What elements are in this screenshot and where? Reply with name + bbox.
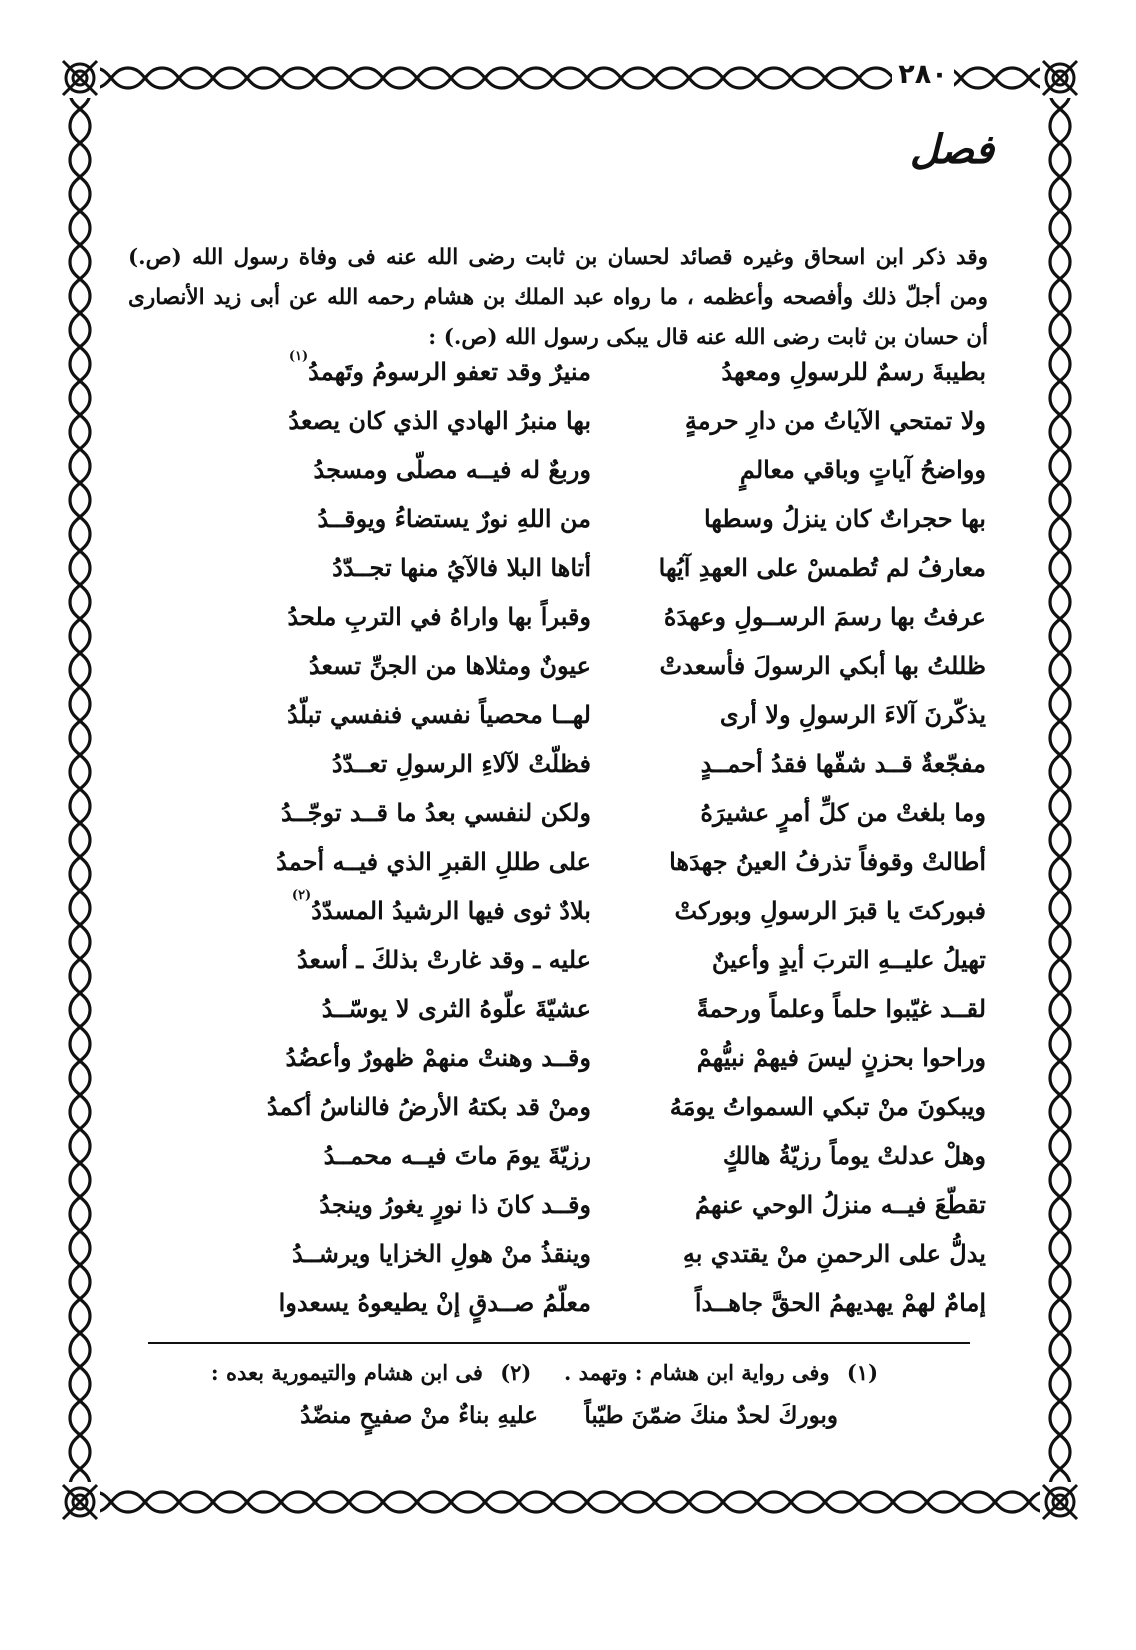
hemistich-second [196, 448, 591, 492]
hemistich-second: عليهِ بناءٌ منْ صفيحٍ منضّدُ [300, 1402, 538, 1429]
hemistich-text: عيونٌ ومثلاها من الجنِّ تسعدُ [308, 651, 591, 680]
hemistich-second [196, 938, 591, 982]
verse-line [196, 1281, 986, 1329]
hemistich-second [196, 791, 591, 835]
verse-line [196, 595, 986, 643]
verse-line [196, 742, 986, 790]
footnote-marker: (١) [288, 349, 309, 364]
page-content [108, 100, 1028, 1472]
footnote-verse [278, 1394, 838, 1438]
verse-line [196, 840, 986, 888]
hemistich-second [196, 889, 591, 933]
verse-line [196, 448, 986, 496]
hemistich-first: ويبكونَ منْ تبكي السمواتُ يومَهُ [669, 1092, 986, 1121]
hemistich-first: ولا تمتحي الآياتُ من دارِ حرمةٍ [684, 406, 986, 435]
hemistich-second [196, 1183, 591, 1227]
border-corner-ornament [57, 55, 103, 101]
hemistich-second [196, 1085, 591, 1129]
hemistich-text: على طللِ القبرِ الذي فيــه أحمدُ [276, 847, 591, 876]
hemistich-text: منيرٌ وقد تعفو الرسومُ وتَهمدُ [308, 357, 591, 386]
hemistich-text: بها منبرُ الهادي الذي كان يصعدُ [288, 406, 591, 435]
hemistich-second [196, 1134, 591, 1178]
verse-line [196, 1085, 986, 1133]
hemistich-second [196, 399, 591, 443]
border-right [1040, 58, 1080, 1522]
hemistich-text: لهــا محصياً نفسي فنفسي تبلّدُ [287, 700, 591, 729]
hemistich-text: وقبراً بها واراهُ في التربِ ملحدُ [287, 602, 591, 631]
verse-line [196, 1183, 986, 1231]
intro-paragraph: وقد ذكر ابن اسحاق وغيره قصائد لحسان بن ثابت رضى الله عنه فى وفاة رسول الله (ص.) ومن أجلّ ذلك وأفصحه وأعظمه ، ما رواه عبد الملك بن هشام رحمه الله عن أبى زيد الأنصارى أن حسان بن ثابت رضى الله عنه قال يبكى رسول الله (ص.) : [128, 244, 988, 350]
hemistich-first: عرفتُ بها رسمَ الرســولِ وعهدَهُ [663, 602, 986, 631]
border-corner-ornament [1037, 1479, 1083, 1525]
footnote-line [211, 1356, 878, 1390]
hemistich-text: أتاها البلا فالآيُ منها تجــدّدُ [332, 553, 591, 582]
hemistich-text: وينقذُ منْ هولِ الخزايا ويرشــدُ [292, 1239, 591, 1268]
hemistich-text: وقــد كانَ ذا نورٍ يغورُ وينجدُ [319, 1190, 591, 1219]
verse-line [196, 350, 986, 398]
footnote-text: وفى رواية ابن هشام : وتهمد . [563, 1360, 830, 1385]
hemistich-text: فظلّتْ لآلاءِ الرسولِ تعــدّدُ [331, 749, 591, 778]
footnote-text: فى ابن هشام والتيمورية بعده : [210, 1360, 483, 1385]
verse-line [196, 791, 986, 839]
hemistich-first: وراحوا بحزنٍ ليسَ فيهمْ نبيُّهمْ [696, 1043, 986, 1072]
hemistich-first: بها حجراتٌ كان ينزلُ وسطها [703, 504, 986, 533]
hemistich-second [196, 1281, 591, 1325]
hemistich-first: مفجّعةٌ قــد شفّها فقدُ أحمــدٍ [700, 749, 986, 778]
hemistich-second [196, 742, 591, 786]
hemistich-text: وربعٌ له فيــه مصلّى ومسجدُ [313, 455, 591, 484]
verse-line [196, 497, 986, 545]
hemistich-first: لقــد غيّبوا حلماً وعلماً ورحمةً [696, 994, 986, 1023]
footnote-number: (١) [846, 1360, 878, 1385]
hemistich-first: إمامٌ لهمْ يهديهمُ الحقَّ جاهــداً [694, 1288, 986, 1317]
section-heading: فصل [909, 126, 994, 173]
footnote-number: (٢) [500, 1360, 532, 1385]
hemistich-second [196, 350, 591, 394]
hemistich-second [196, 497, 591, 541]
hemistich-text: من اللهِ نورٌ يستضاءُ ويوقــدُ [317, 504, 591, 533]
hemistich-first: يذكّرنَ آلاءَ الرسولِ ولا أرى [719, 700, 986, 729]
hemistich-text: وقــد وهنتْ منهمْ ظهورٌ وأعضُدُ [285, 1043, 591, 1072]
hemistich-text: ومنْ قد بكتهُ الأرضُ فالناسُ أكمدُ [266, 1092, 591, 1121]
hemistich-first: وهلْ عدلتْ يوماً رزيّةُ هالكٍ [722, 1141, 986, 1170]
verse-line [196, 644, 986, 692]
hemistich-second [196, 644, 591, 688]
hemistich-first: أطالتْ وقوفاً تذرفُ العينُ جهدَها [669, 847, 986, 876]
verse-line [196, 1232, 986, 1280]
border-corner-ornament [1037, 55, 1083, 101]
hemistich-second [196, 546, 591, 590]
verse-line [196, 693, 986, 741]
hemistich-text: معلّمُ صــدقٍ إنْ يطيعوهُ يسعدوا [278, 1288, 591, 1317]
verse-line [196, 1134, 986, 1182]
verse-line [196, 546, 986, 594]
verse-line [196, 1036, 986, 1084]
hemistich-second [196, 987, 591, 1031]
page-number: ٢٨٠ [892, 60, 954, 90]
hemistich-first: يدلُّ على الرحمنِ منْ يقتدي بهِ [682, 1239, 986, 1268]
hemistich-text: عشيّةَ علّوهُ الثرى لا يوسّــدُ [321, 994, 591, 1023]
hemistich-text: رزيّةَ يومَ ماتَ فيــه محمــدُ [323, 1141, 591, 1170]
hemistich-second [196, 693, 591, 737]
hemistich-second [196, 595, 591, 639]
hemistich-first: معارفُ لم تُطمسْ على العهدِ آيُها [658, 553, 986, 582]
hemistich-second [196, 1036, 591, 1080]
hemistich-second [196, 840, 591, 884]
hemistich-first: تقطّعَ فيــه منزلُ الوحي عنهمُ [695, 1190, 986, 1219]
hemistich-text: بلادٌ ثوى فيها الرشيدُ المسدّدُ [311, 896, 591, 925]
hemistich-first: فبوركتَ يا قبرَ الرسولِ وبوركتْ [674, 896, 986, 925]
verse-line [196, 399, 986, 447]
hemistich-text: عليه ـ وقد غارتْ بذلكَ ـ أسعدُ [296, 945, 591, 974]
footnote-marker: (٢) [291, 888, 312, 903]
hemistich-second [196, 1232, 591, 1276]
footnote-rule [148, 1342, 970, 1344]
border-corner-ornament [57, 1479, 103, 1525]
verse-line [196, 889, 986, 937]
poem [196, 350, 986, 1650]
border-left [60, 58, 100, 1522]
hemistich-first: وما بلغتْ من كلِّ أمرٍ عشيرَهُ [700, 798, 986, 827]
hemistich-first: ظللتُ بها أبكي الرسولَ فأسعدتْ [659, 651, 986, 680]
verse-line [196, 938, 986, 986]
hemistich-first: بطيبةَ رسمٌ للرسولِ ومعهدُ [721, 357, 986, 386]
verse-line [196, 987, 986, 1035]
hemistich-first: وبوركَ لحدٌ منكَ ضمّنَ طيّباً [584, 1402, 838, 1429]
hemistich-first: تهيلُ عليــهِ التربَ أيدٍ وأعينٌ [711, 945, 986, 974]
hemistich-text: ولكن لنفسي بعدُ ما قــد توجّــدُ [280, 798, 591, 827]
hemistich-first: وواضحُ آياتٍ وباقي معالمٍ [739, 455, 986, 484]
